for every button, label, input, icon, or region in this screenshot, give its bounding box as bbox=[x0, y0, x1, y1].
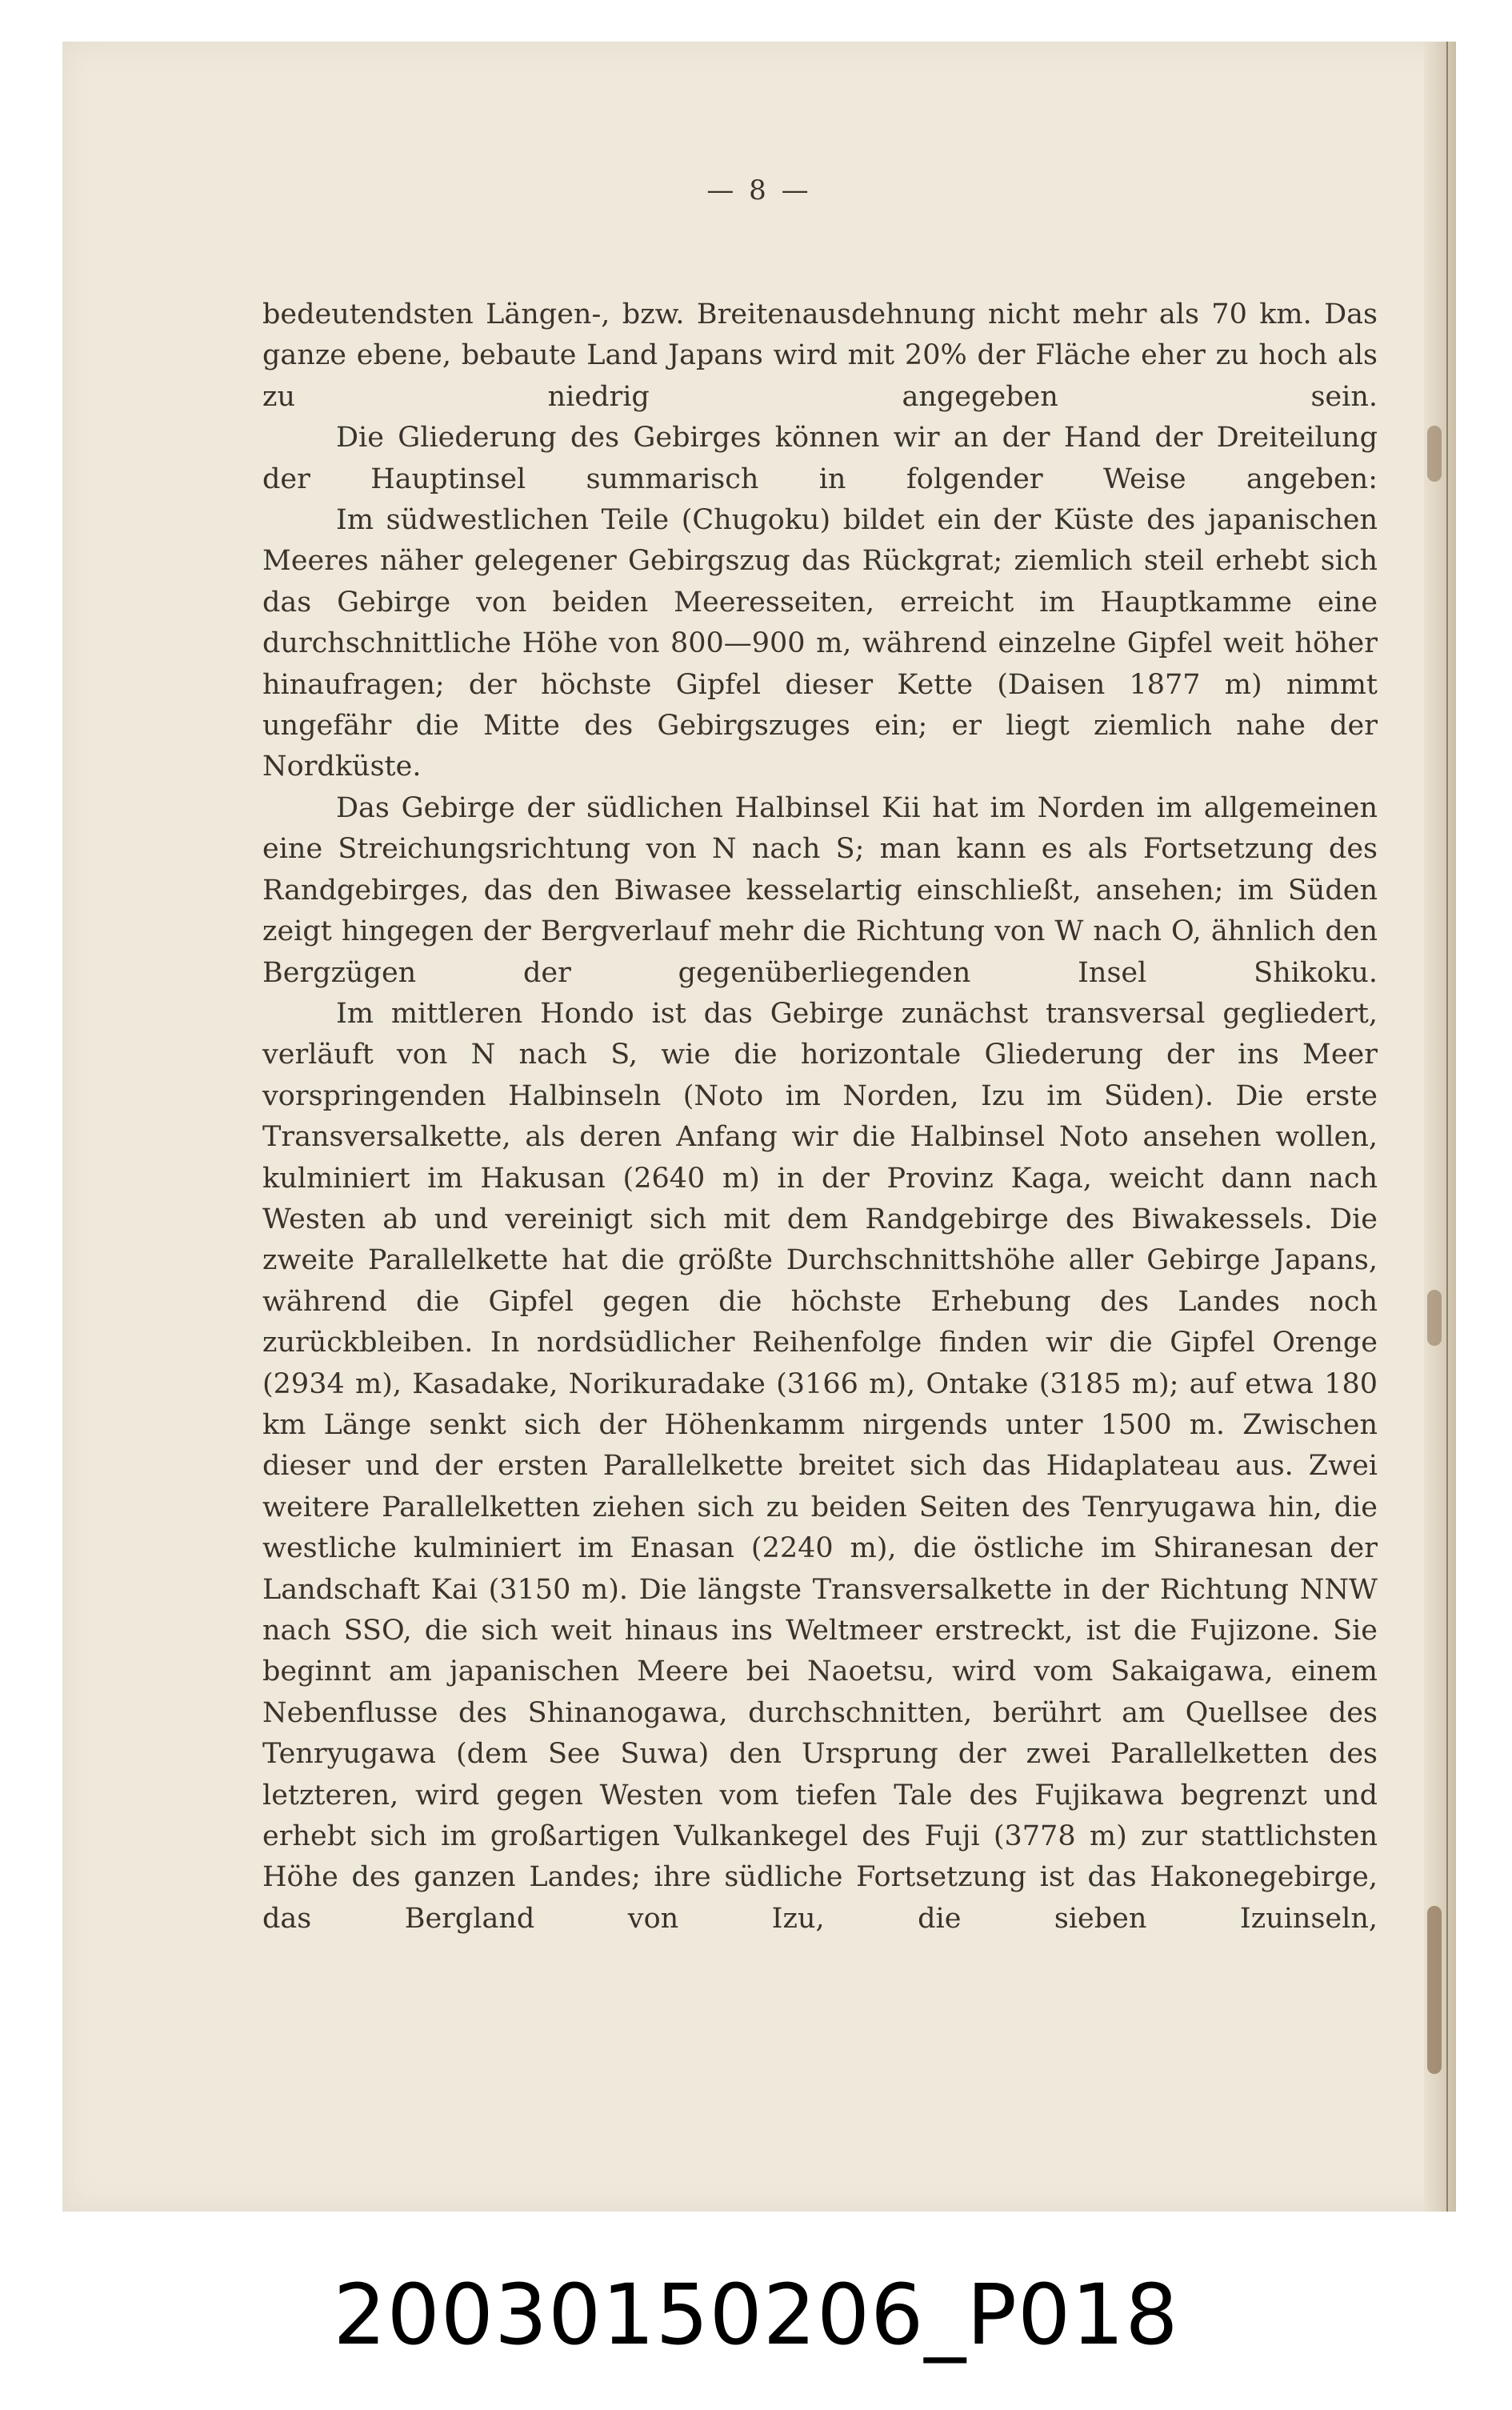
scanned-page bbox=[62, 42, 1456, 2212]
paragraph: Im mittleren Hondo ist das Gebirge zunächst transversal gegliedert, verläuft von N nach S, wie die horizontale Gliederung der ins Meer vorspringenden Halbinseln (Noto im Norden, Izu im Süden). Die erste Transversalkette, als deren Anfang wir die Halbinsel Noto ansehen wollen, kulminiert im Hakusan (2640 m) in der Provinz Kaga, weicht dann nach Westen ab und vereinigt sich mit dem Randgebirge des Biwakessels. Die zweite Parallelkette hat die größte Durchschnittshöhe aller Gebirge Japans, während die Gipfel gegen die höchste Erhebung des Landes noch zurückbleiben. In nordsüdlicher Reihenfolge finden wir die Gipfel Orenge (2934 m), Kasadake, Norikuradake (3166 m), Ontake (3185 m); auf etwa 180 km Länge senkt sich der Höhenkamm nirgends unter 1500 m. Zwischen dieser und der ersten Parallelkette breitet sich das Hidaplateau aus. Zwei weitere Parallelketten ziehen sich zu beiden Seiten des Tenryugawa hin, die westliche kulminiert im Enasan (2240 m), die östliche im Shiranesan der Landschaft Kai (3150 m). Die längste Transversalkette in der Richtung NNW nach SSO, die sich weit hinaus ins Weltmeer erstreckt, ist die Fujizone. Sie beginnt am japanischen Meere bei Naoetsu, wird vom Sakaigawa, einem Nebenflusse des Shinanogawa, durchschnitten, berührt am Quellsee des Tenryugawa (dem See Suwa) den Ursprung der zwei Parallelketten des letzteren, wird gegen Westen vom tiefen Tale des Fujikawa begrenzt und erhebt sich im großartigen Vulkankegel des Fuji (3778 m) zur stattlichsten Höhe des ganzen Landes; ihre südliche Fortsetzung ist das Hakonegebirge, das Bergland von Izu, die sieben Izuinseln, bbox=[262, 997, 1378, 1935]
paragraph: bedeutendsten Längen-, bzw. Breitenausdehnung nicht mehr als 70 km. Das ganze ebene, bebaute Land Japans wird mit 20% der Fläche eher zu hoch als zu niedrig angegeben sein. bbox=[262, 298, 1378, 413]
paragraph: Die Gliederung des Gebirges können wir an der Hand der Dreiteilung der Hauptinsel summarisch in folgender Weise angeben: bbox=[262, 422, 1378, 495]
body-text bbox=[262, 294, 1378, 1940]
page-edge bbox=[1424, 42, 1456, 2212]
binding-mark bbox=[1427, 1290, 1442, 1346]
page-number: — 8 — bbox=[706, 174, 812, 206]
paragraph: Das Gebirge der südlichen Halbinsel Kii hat im Norden im allgemeinen eine Streichungsrichtung von N nach S; man kann es als Fortsetzung des Randgebirges, das den Biwasee kesselartig einschließt, ansehen; im Süden zeigt hingegen der Bergverlauf mehr die Richtung von W nach O, ähnlich den Bergzügen der gegenüberliegenden Insel Shikoku. bbox=[262, 791, 1378, 989]
binding-mark bbox=[1427, 426, 1442, 482]
binding-mark bbox=[1427, 1906, 1442, 2074]
paragraph: Im südwestlichen Teile (Chugoku) bildet ein der Küste des japanischen Meeres näher gelegener Gebirgszug das Rückgrat; ziemlich steil erhebt sich das Gebirge von beiden Meeresseiten, erreicht im Hauptkamme eine durchschnittliche Höhe von 800—900 m, während einzelne Gipfel weit höher hinaufragen; der höchste Gipfel dieser Kette (Daisen 1877 m) nimmt ungefähr die Mitte des Gebirgszuges ein; er liegt ziemlich nahe der Nordküste. bbox=[262, 504, 1378, 783]
image-identifier: 20030150206_P018 bbox=[333, 2266, 1179, 2364]
